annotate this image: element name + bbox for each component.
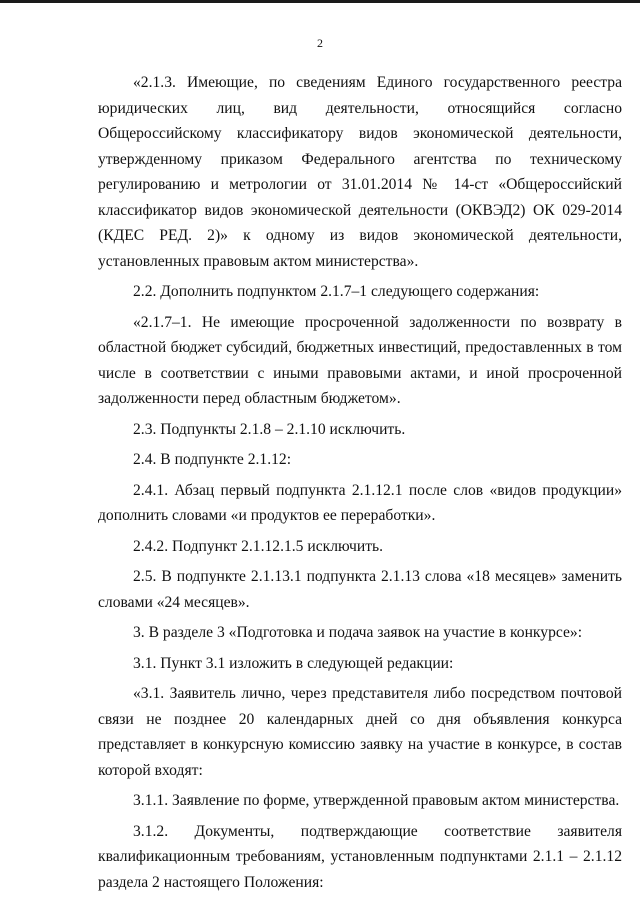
- paragraph-3-1-quote: «3.1. Заявитель лично, через представителя либо посредством почтовой связи не позднее 20 календарных дней со дня объявления конкурса представляет в конкурсную комиссию заявку на участие в конкурсе, в состав которой входят:: [98, 685, 622, 779]
- top-rule: [0, 0, 640, 3]
- paragraph-3-1-1: 3.1.1. Заявление по форме, утвержденной правовым актом министерства.: [133, 792, 620, 809]
- paragraph-3: 3. В разделе 3 «Подготовка и подача заявок на участие в конкурсе»:: [133, 624, 583, 641]
- paragraph-3-1: 3.1. Пункт 3.1 изложить в следующей редакции:: [133, 654, 454, 672]
- paragraph-2-2: 2.2. Дополнить подпунктом 2.1.7–1 следующего содержания:: [133, 283, 540, 300]
- paragraph-2-1-7-1: «2.1.7–1. Не имеющие просроченной задолженности по возврату в областной бюджет субсидий, бюджетных инвестиций, предоставленных в том числе в соответствии с иными правовыми актами, и иной просроченной задолженности перед областным бюджетом».: [98, 313, 622, 407]
- paragraph-2-5: 2.5. В подпункте 2.1.13.1 подпункта 2.1.13 слова «18 месяцев» заменить словами «24 месяцев».: [98, 568, 622, 611]
- paragraph-2-3: 2.3. Подпункты 2.1.8 – 2.1.10 исключить.: [133, 420, 406, 438]
- paragraph-2-4: 2.4. В подпункте 2.1.12:: [133, 451, 292, 468]
- document-body: [98, 70, 622, 895]
- page-number: 2: [317, 36, 323, 50]
- paragraph-2-4-2: 2.4.2. Подпункт 2.1.12.1.5 исключить.: [133, 537, 384, 555]
- paragraph-2-1-3: «2.1.3. Имеющие, по сведениям Единого государственного реестра юридических лиц, вид деятельности, относящийся согласно Общероссийскому классификатору видов экономической деятельности, утвержденному приказом Федерального агентства по техническому регулированию и метрологии от 31.01.2014 № 14-ст «Общероссийский классификатор видов экономической деятельности (ОКВЭД2) ОК 029-2014 (КДЕС РЕД. 2)» к одному из видов экономической деятельности, установленных правовым актом министерства».: [98, 74, 622, 270]
- paragraph-3-1-2: 3.1.2. Документы, подтверждающие соответствие заявителя квалификационным требованиям, установленным подпунктами 2.1.1 – 2.1.12 раздела 2 настоящего Положения:: [98, 822, 622, 891]
- paragraph-2-4-1: 2.4.1. Абзац первый подпункта 2.1.12.1 после слов «видов продукции» дополнить словами «и продуктов ее переработки».: [98, 481, 622, 524]
